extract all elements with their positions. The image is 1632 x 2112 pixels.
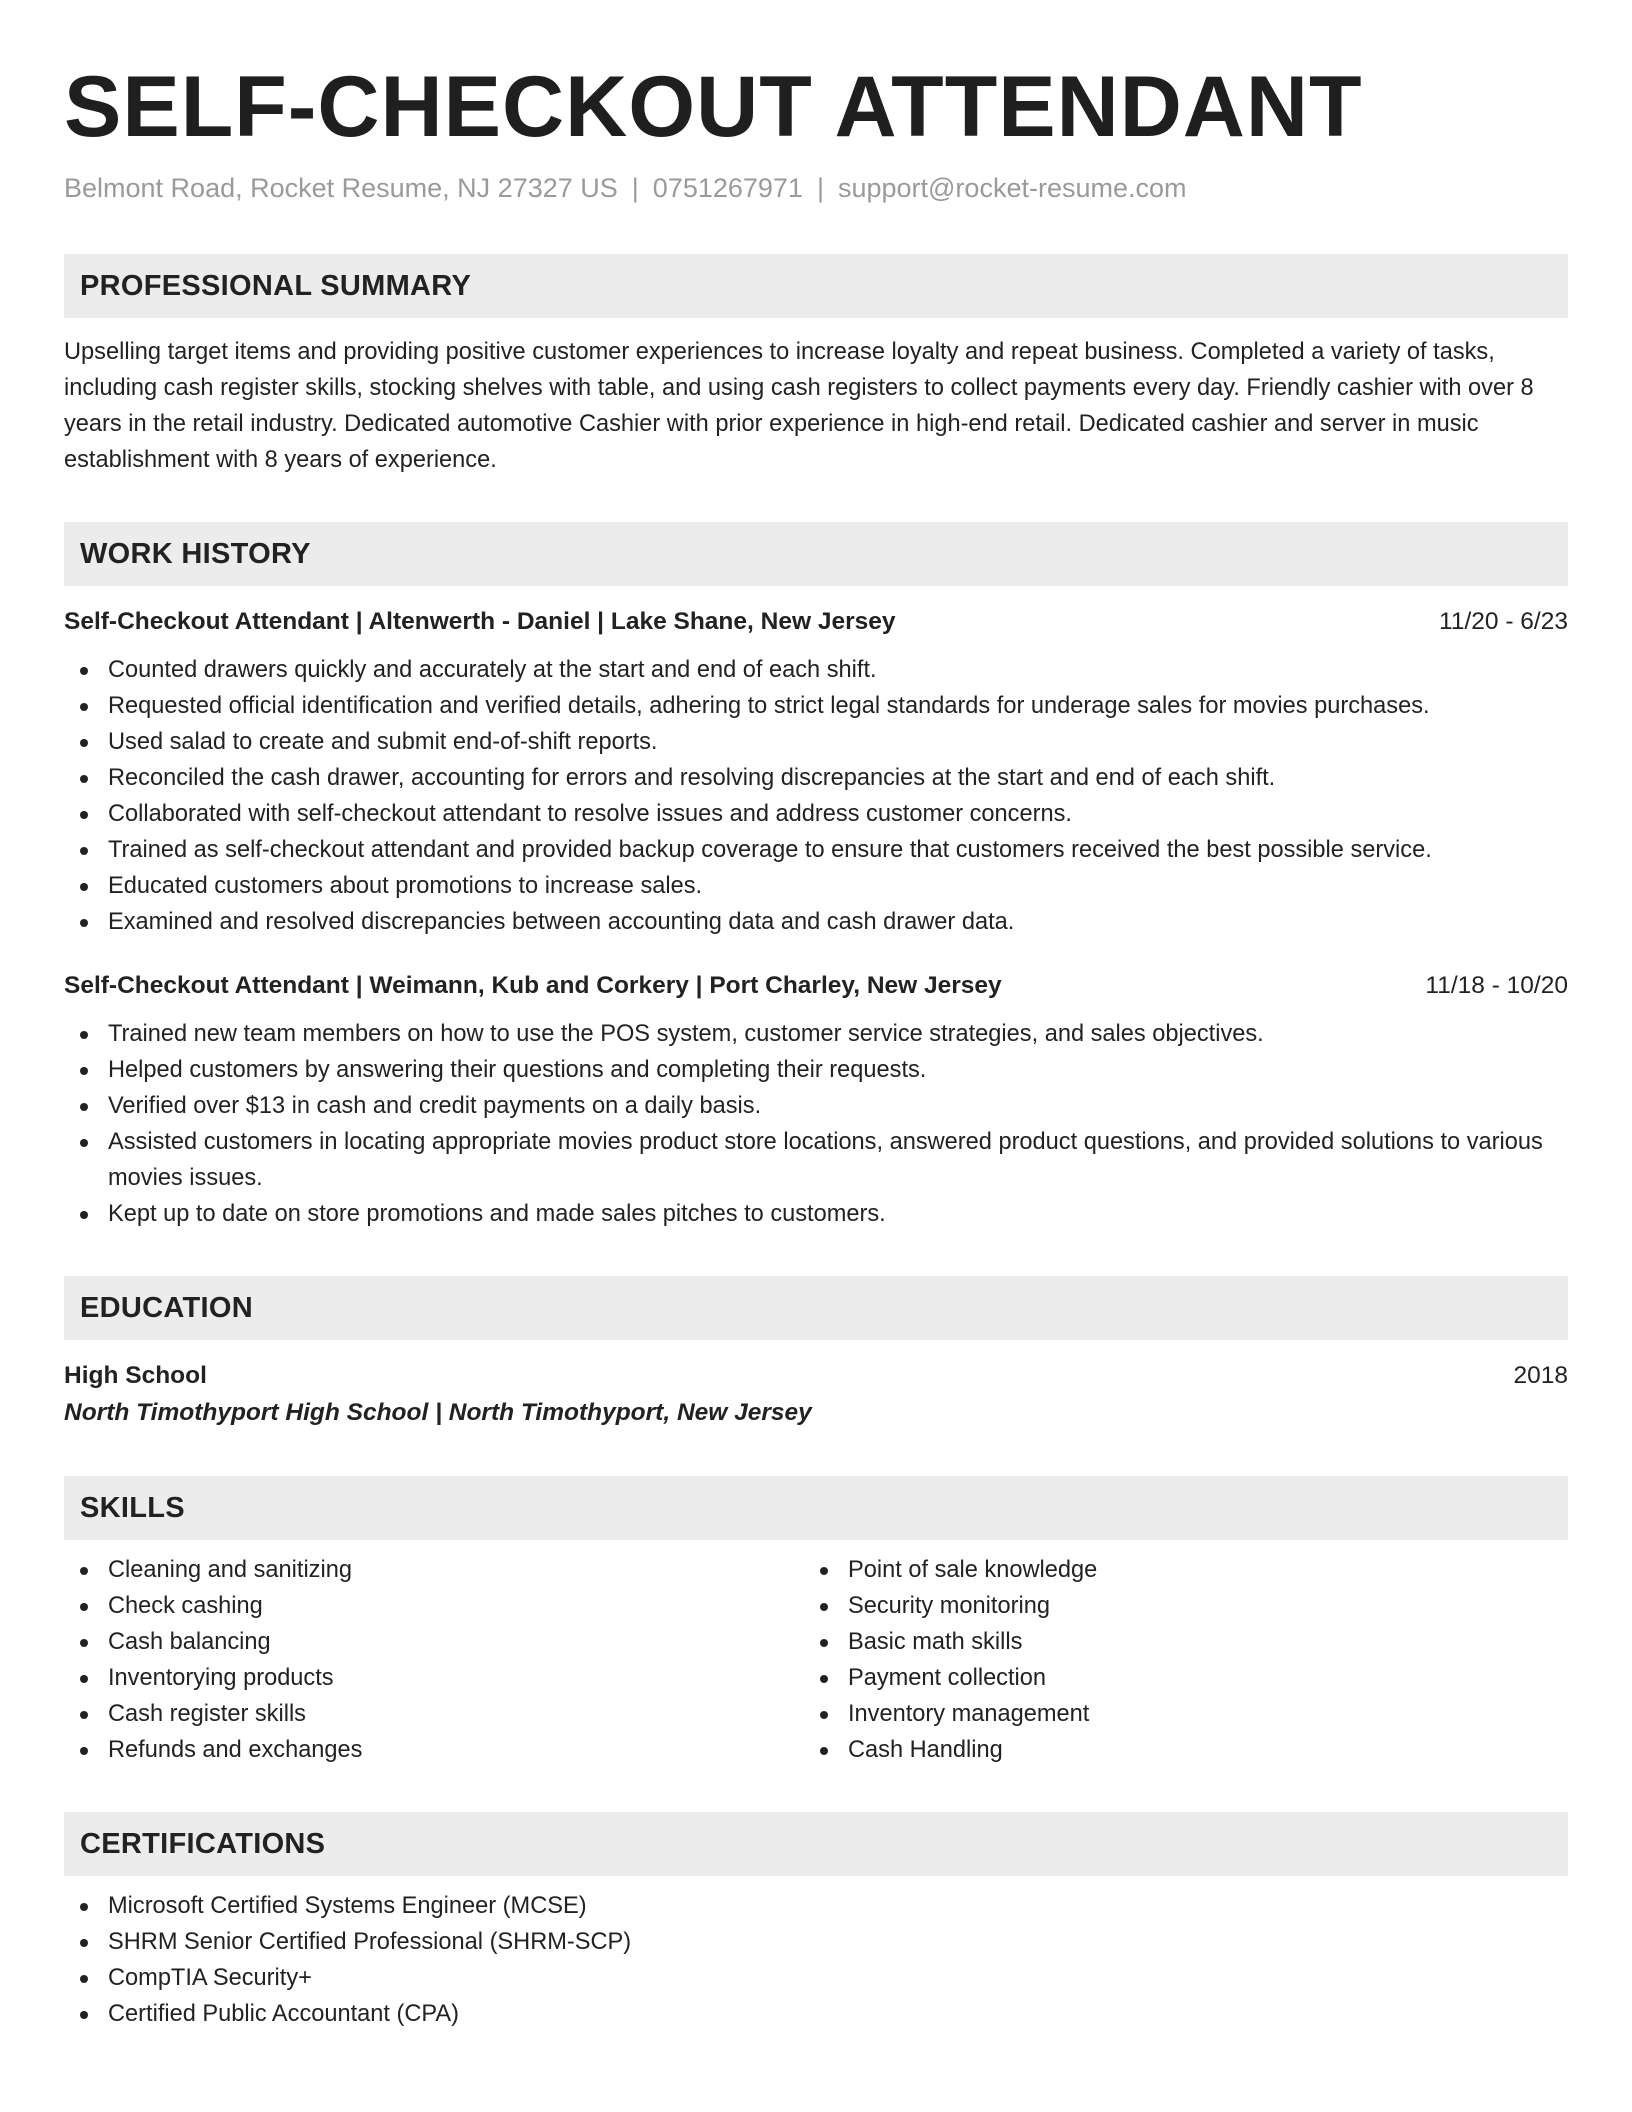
list-item: Payment collection: [804, 1660, 1544, 1696]
list-item: Requested official identification and verified details, adhering to strict legal standards for underage sales for movies purchases.: [64, 688, 1568, 724]
section-title: PROFESSIONAL SUMMARY: [80, 269, 472, 302]
list-item: Refunds and exchanges: [64, 1732, 804, 1768]
list-item: Counted drawers quickly and accurately at the start and end of each shift.: [64, 652, 1568, 688]
list-item: Cleaning and sanitizing: [64, 1552, 804, 1588]
job-header: [64, 968, 1568, 1004]
list-item: Helped customers by answering their questions and completing their requests.: [64, 1052, 1568, 1088]
job-entry: [64, 604, 1568, 940]
list-item: Assisted customers in locating appropriate movies product store locations, answered product questions, and provided solutions to various movies issues.: [64, 1124, 1568, 1196]
section-header-skills: [64, 1476, 1568, 1540]
education-header: [64, 1358, 1568, 1394]
list-item: Verified over $13 in cash and credit payments on a daily basis.: [64, 1088, 1568, 1124]
education-school: North Timothyport High School | North Timothyport, New Jersey: [64, 1399, 812, 1427]
section-title: CERTIFICATIONS: [80, 1827, 326, 1860]
list-item: Educated customers about promotions to increase sales.: [64, 868, 1568, 904]
education-year: 2018: [1513, 1362, 1568, 1390]
skills-column-right: [804, 1552, 1544, 1768]
job-entry: [64, 968, 1568, 1232]
education-degree: High School: [64, 1362, 207, 1390]
section-title: SKILLS: [80, 1491, 185, 1524]
list-item: Cash Handling: [804, 1732, 1544, 1768]
certifications-list: [64, 1888, 1568, 2032]
contact-email: support@rocket-resume.com: [837, 173, 1187, 203]
list-item: Collaborated with self-checkout attendant to resolve issues and address customer concerns.: [64, 796, 1568, 832]
list-item: Check cashing: [64, 1588, 804, 1624]
section-title: WORK HISTORY: [80, 537, 311, 570]
job-dates: 11/18 - 10/20: [1425, 972, 1568, 1000]
list-item: Kept up to date on store promotions and made sales pitches to customers.: [64, 1196, 1568, 1232]
skills-grid: [64, 1552, 1568, 1768]
skills-column-left: [64, 1552, 804, 1768]
list-item: Microsoft Certified Systems Engineer (MCSE): [64, 1888, 1568, 1924]
job-heading: Self-Checkout Attendant | Altenwerth - Daniel | Lake Shane, New Jersey: [64, 608, 896, 636]
list-item: Basic math skills: [804, 1624, 1544, 1660]
list-item: Cash balancing: [64, 1624, 804, 1660]
list-item: Cash register skills: [64, 1696, 804, 1732]
list-item: Security monitoring: [804, 1588, 1544, 1624]
list-item: Trained new team members on how to use the POS system, customer service strategies, and sales objectives.: [64, 1016, 1568, 1052]
list-item: Trained as self-checkout attendant and provided backup coverage to ensure that customers received the best possible service.: [64, 832, 1568, 868]
list-item: Point of sale knowledge: [804, 1552, 1544, 1588]
list-item: Inventorying products: [64, 1660, 804, 1696]
list-item: Used salad to create and submit end-of-shift reports.: [64, 724, 1568, 760]
contact-phone: 0751267971: [652, 173, 803, 203]
list-item: Certified Public Accountant (CPA): [64, 1996, 1568, 2032]
job-dates: 11/20 - 6/23: [1439, 608, 1568, 636]
contact-separator: |: [816, 173, 824, 203]
job-bullets: [64, 652, 1568, 940]
list-item: CompTIA Security+: [64, 1960, 1568, 1996]
section-header-education: [64, 1276, 1568, 1340]
contact-address: Belmont Road, Rocket Resume, NJ 27327 US: [64, 173, 618, 203]
section-header-certifications: [64, 1812, 1568, 1876]
job-heading: Self-Checkout Attendant | Weimann, Kub and Corkery | Port Charley, New Jersey: [64, 972, 1002, 1000]
section-header-work-history: [64, 522, 1568, 586]
job-bullets: [64, 1016, 1568, 1232]
summary-text: Upselling target items and providing positive customer experiences to increase loyalty and repeat business. Completed a variety of tasks, including cash register skills, stocking shelves with table, and using cash registers to collect payments every day. Friendly cashier with over 8 years in the retail industry. Dedicated automotive Cashier with prior experience in high-end retail. Dedicated cashier and server in music establishment with 8 years of experience.: [64, 339, 1534, 474]
contact-separator: |: [631, 173, 639, 203]
list-item: SHRM Senior Certified Professional (SHRM-SCP): [64, 1924, 1568, 1960]
section-header-summary: [64, 254, 1568, 318]
education-entry: [64, 1358, 1568, 1432]
job-header: [64, 604, 1568, 640]
list-item: Inventory management: [804, 1696, 1544, 1732]
resume-name: SELF-CHECKOUT ATTENDANT: [64, 59, 1363, 155]
contact-line: [64, 172, 1568, 204]
list-item: Reconciled the cash drawer, accounting for errors and resolving discrepancies at the start and end of each shift.: [64, 760, 1568, 796]
section-title: EDUCATION: [80, 1291, 253, 1324]
list-item: Examined and resolved discrepancies between accounting data and cash drawer data.: [64, 904, 1568, 940]
